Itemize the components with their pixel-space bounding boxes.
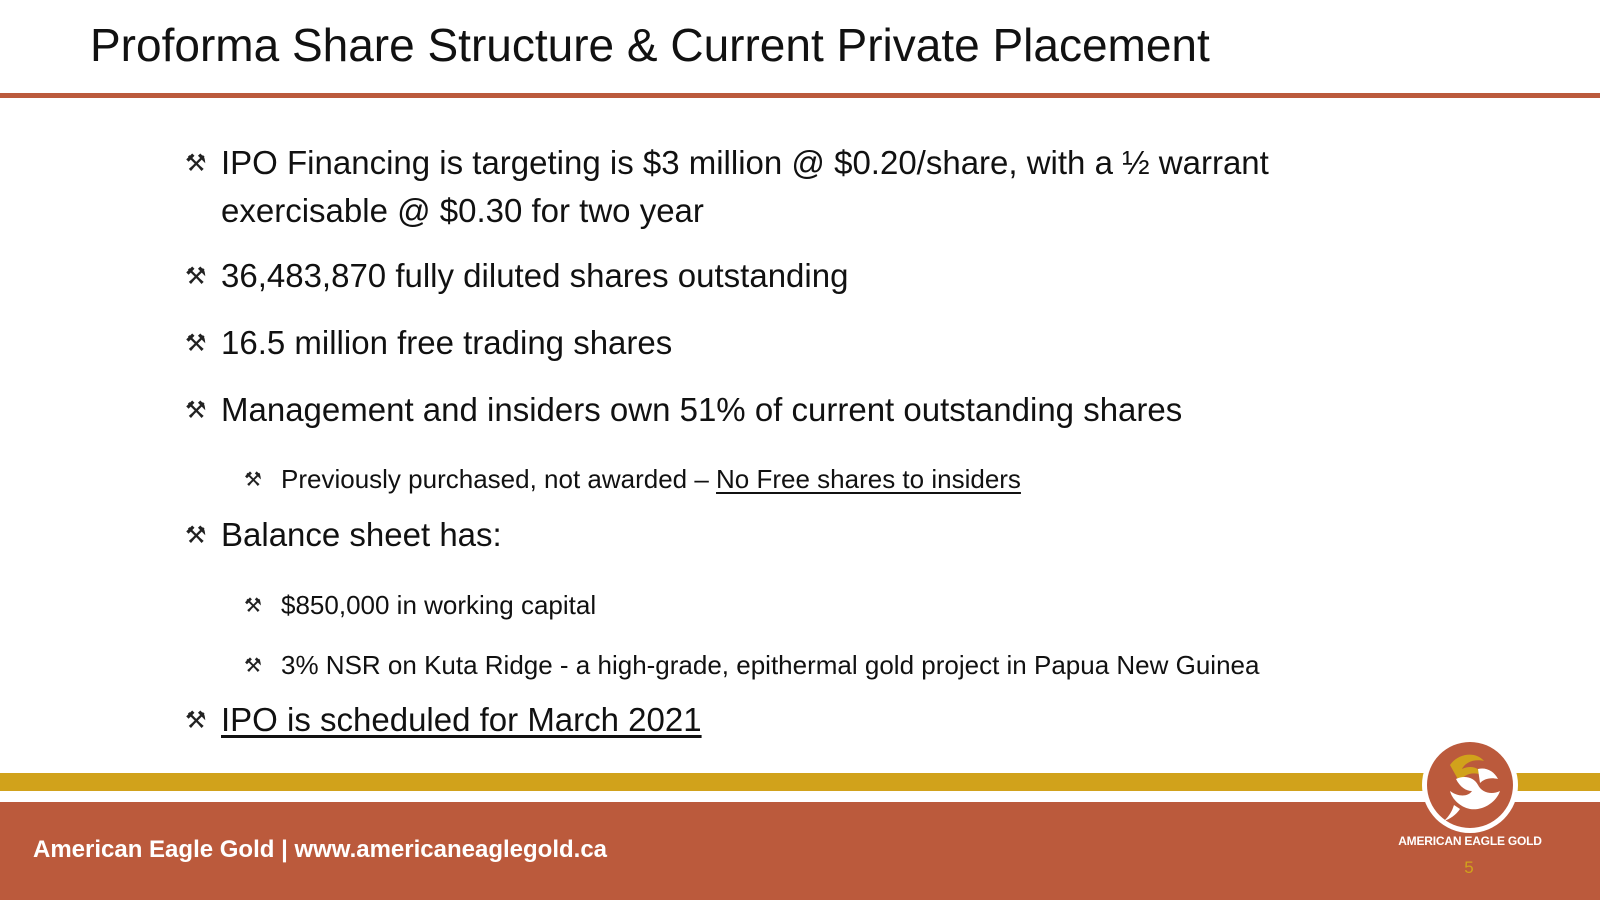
page-number: 5	[1464, 858, 1474, 877]
footer-bar	[0, 802, 1600, 900]
logo-wordmark: AMERICAN EAGLE GOLD	[1398, 834, 1542, 848]
hammer-pick-icon: ⚒	[244, 593, 262, 617]
subbullet-previously-purchased	[244, 461, 1021, 497]
hammer-pick-icon: ⚒	[185, 396, 207, 424]
bullet-text: 3% NSR on Kuta Ridge - a high-grade, epithermal gold project in Papua New Guinea	[281, 650, 1260, 680]
slide-title: Proforma Share Structure & Current Private Placement	[90, 19, 1210, 71]
bullet-free-trading	[185, 319, 672, 367]
bullet-text: Previously purchased, not awarded –	[281, 464, 717, 494]
bullet-text: Balance sheet has:	[221, 516, 502, 553]
hammer-pick-icon: ⚒	[185, 149, 207, 177]
eagle-logo-icon	[1420, 735, 1520, 835]
hammer-pick-icon: ⚒	[244, 467, 262, 491]
bullet-management-insiders	[185, 386, 1182, 434]
bullet-text-underlined: IPO is scheduled for March 2021	[221, 701, 702, 738]
bullet-text: 16.5 million free trading shares	[221, 324, 673, 361]
hammer-pick-icon: ⚒	[185, 262, 207, 290]
bullet-text: Management and insiders own 51% of current outstanding shares	[221, 391, 1183, 428]
bullet-text: IPO Financing is targeting is $3 million @ $0.20/share, with a ½ warrant	[221, 144, 1269, 181]
bullet-text-underlined: No Free shares to insiders	[716, 464, 1021, 494]
bullet-shares-outstanding	[185, 252, 848, 300]
bullet-ipo-schedule	[185, 696, 702, 744]
bullet-text-continued: exercisable @ $0.30 for two year	[221, 192, 704, 229]
hammer-pick-icon: ⚒	[185, 329, 207, 357]
footer-company-website: American Eagle Gold | www.americaneaglegold.ca	[33, 836, 608, 863]
footer-gold-band	[0, 773, 1600, 791]
title-divider	[0, 93, 1600, 98]
subbullet-working-capital	[244, 587, 596, 623]
bullet-text: $850,000 in working capital	[281, 590, 597, 620]
bullet-ipo-financing	[185, 139, 1269, 235]
hammer-pick-icon: ⚒	[185, 706, 207, 734]
bullet-balance-sheet	[185, 511, 502, 559]
bullet-text: 36,483,870 fully diluted shares outstanding	[221, 257, 849, 294]
hammer-pick-icon: ⚒	[244, 653, 262, 677]
hammer-pick-icon: ⚒	[185, 521, 207, 549]
subbullet-nsr-kuta-ridge	[244, 647, 1259, 683]
